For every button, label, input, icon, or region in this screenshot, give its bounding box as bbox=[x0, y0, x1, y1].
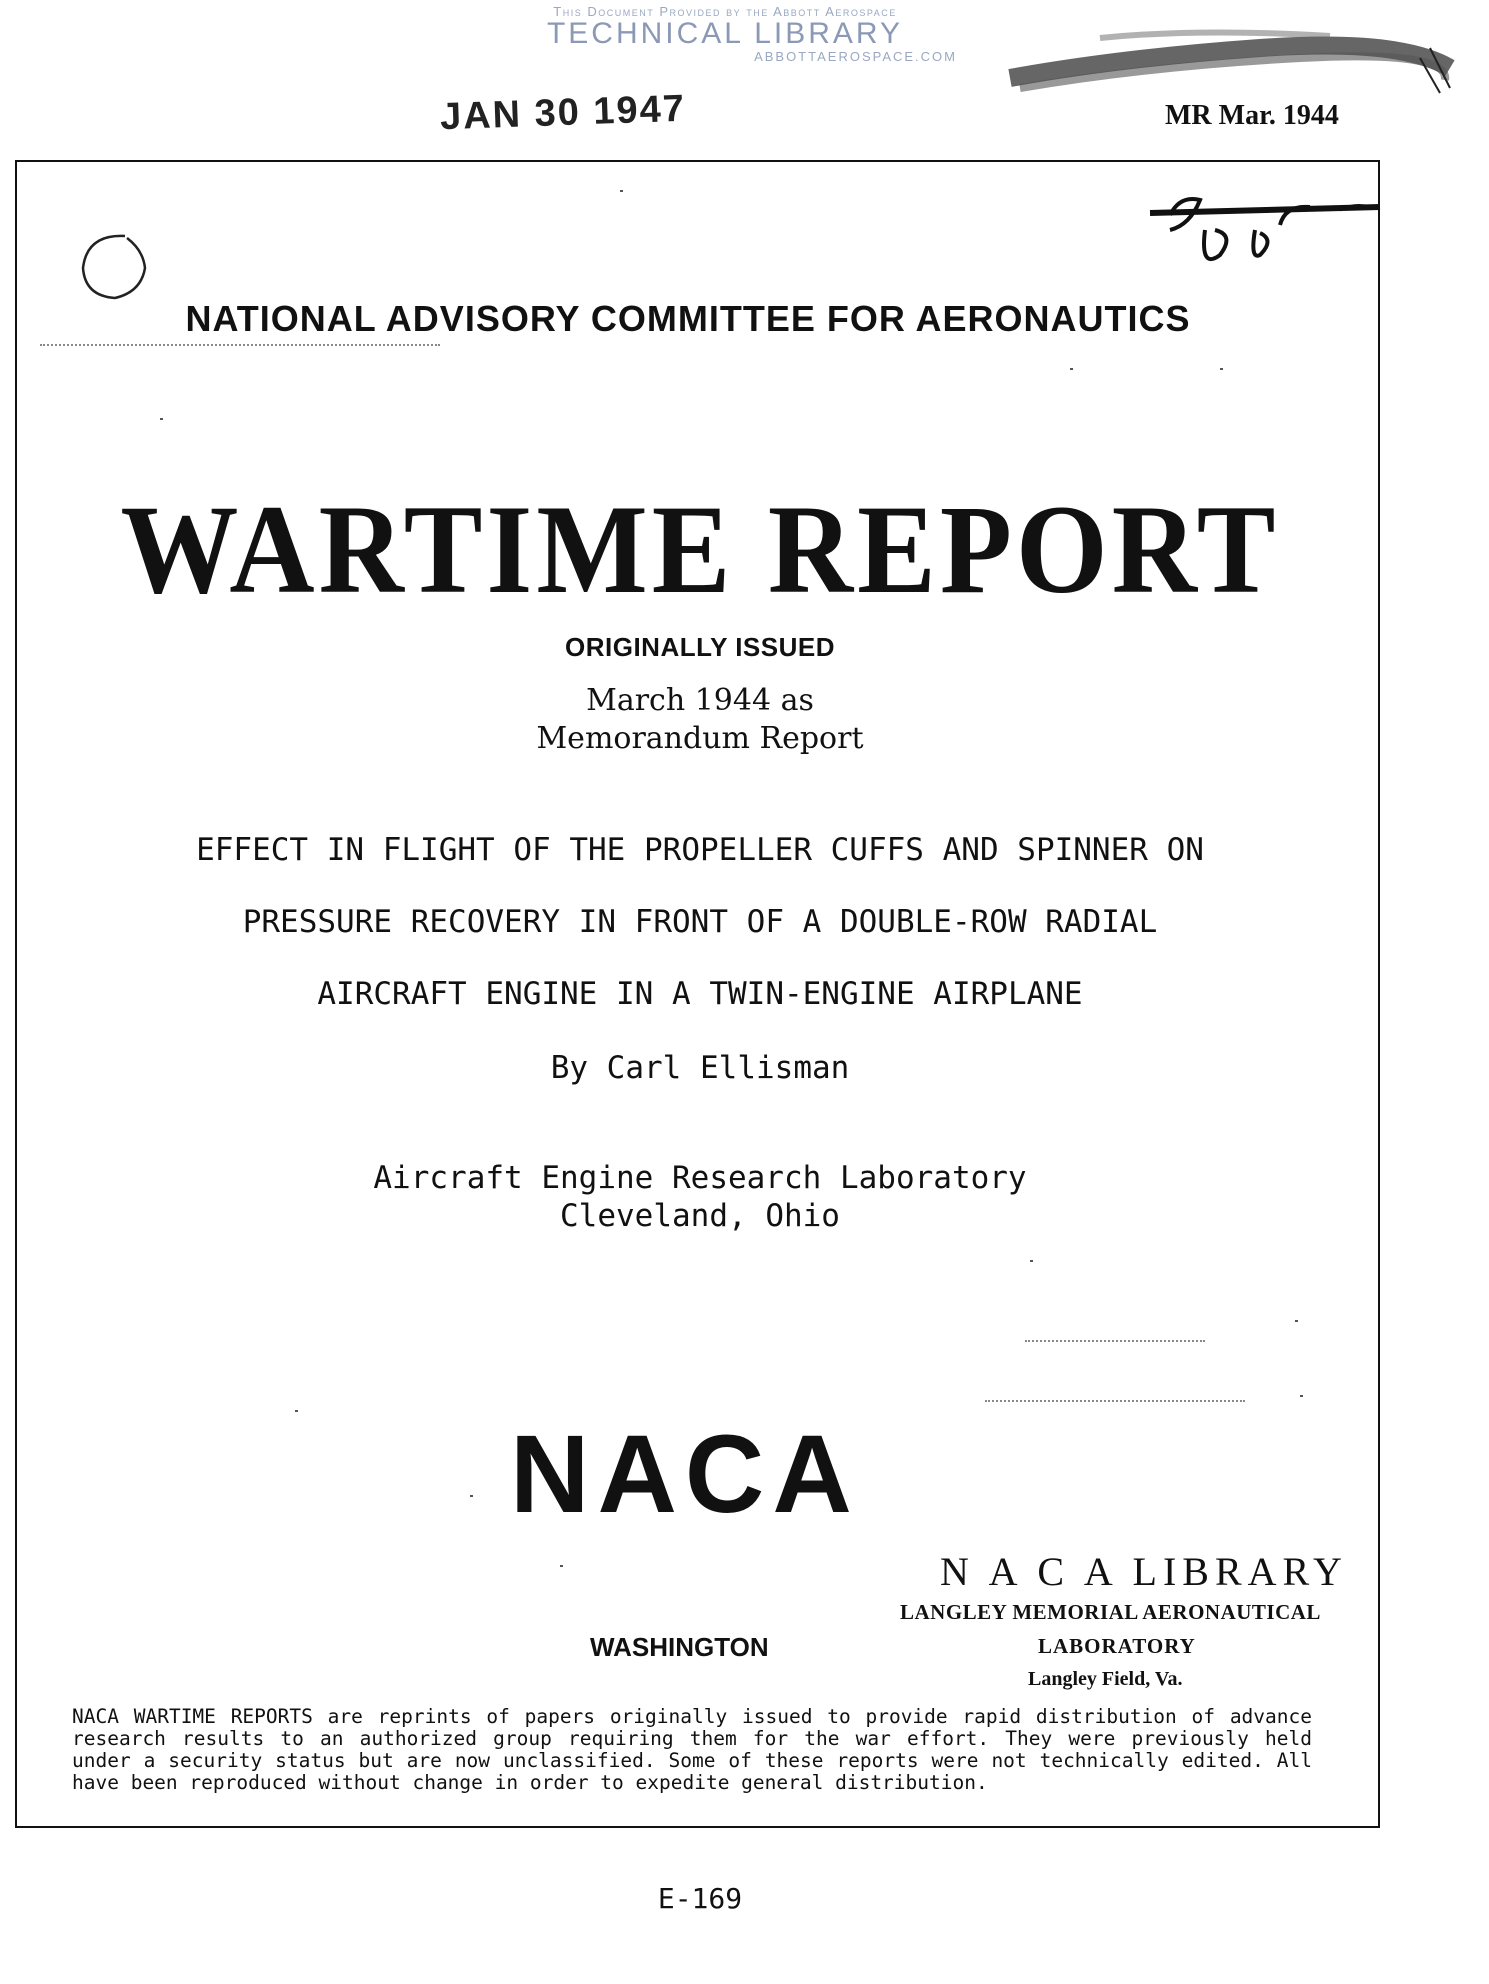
scan-speck bbox=[1070, 368, 1073, 370]
originally-issued-label: ORIGINALLY ISSUED bbox=[565, 632, 835, 662]
handwritten-mark bbox=[1140, 185, 1390, 275]
naca-logo: NACA bbox=[510, 1413, 860, 1536]
committee-name-text: NATIONAL ADVISORY COMMITTEE FOR AERONAUTICS bbox=[185, 298, 1191, 339]
title-line-1: EFFECT IN FLIGHT OF THE PROPELLER CUFFS AND SPINNER ON bbox=[196, 832, 1204, 868]
report-date: MR Mar. 1944 bbox=[1165, 100, 1339, 131]
library-stamp-name: N A C A LIBRARY bbox=[940, 1549, 1348, 1594]
scan-speck bbox=[470, 1495, 473, 1497]
watermark-line1: This Document Provided by the Abbott Aerospace bbox=[553, 4, 897, 19]
scan-speck bbox=[160, 418, 163, 420]
laboratory-name: Aircraft Engine Research Laboratory bbox=[373, 1160, 1027, 1196]
received-date-stamp: JAN 30 1947 bbox=[439, 87, 687, 139]
city-label: WASHINGTON bbox=[590, 1632, 769, 1662]
circle-mark-icon bbox=[75, 230, 155, 305]
title-line-2: PRESSURE RECOVERY IN FRONT OF A DOUBLE-ROW RADIAL bbox=[242, 904, 1158, 940]
scan-speck bbox=[1220, 368, 1223, 370]
title-line-3: AIRCRAFT ENGINE IN A TWIN-ENGINE AIRPLANE bbox=[317, 976, 1083, 1012]
author: By Carl Ellisman bbox=[550, 1050, 850, 1086]
library-stamp-line2: LABORATORY bbox=[1038, 1634, 1196, 1658]
watermark-title: TECHNICAL LIBRARY bbox=[546, 17, 904, 50]
disclaimer-text: NACA WARTIME REPORTS are reprints of papers originally issued to provide rapid distribution of advance research results to an authorized group requiring them for the war effort. They were previously held under a security status but are now unclassified. Some of these reports were not technically edited. All have been reproduced without change in order to expedite general distribution. bbox=[72, 1705, 1312, 1794]
redaction-scribble bbox=[1000, 18, 1460, 98]
scan-artifact-line bbox=[1025, 1340, 1205, 1343]
scan-speck bbox=[295, 1410, 298, 1412]
scan-artifact-line bbox=[40, 344, 440, 347]
report-type-heading: WARTIME REPORT bbox=[120, 478, 1280, 621]
watermark-url[interactable]: ABBOTTAEROSPACE.COM bbox=[754, 49, 957, 64]
scan-speck bbox=[620, 190, 623, 192]
laboratory-location: Cleveland, Ohio bbox=[560, 1198, 840, 1234]
issue-type-line: Memorandum Report bbox=[536, 721, 864, 756]
scan-speck bbox=[1295, 1320, 1298, 1322]
library-stamp-line1: LANGLEY MEMORIAL AERONAUTICAL bbox=[900, 1600, 1321, 1624]
scan-speck bbox=[560, 1565, 563, 1567]
library-stamp-line3: Langley Field, Va. bbox=[1028, 1668, 1183, 1690]
report-number: E-169 bbox=[657, 1882, 743, 1915]
scan-artifact-line bbox=[985, 1400, 1245, 1403]
watermark bbox=[455, 4, 995, 64]
issue-date-line: March 1944 as bbox=[586, 683, 814, 718]
committee-name bbox=[0, 298, 1400, 340]
scan-speck bbox=[1030, 1260, 1033, 1262]
scan-speck bbox=[1300, 1395, 1303, 1397]
